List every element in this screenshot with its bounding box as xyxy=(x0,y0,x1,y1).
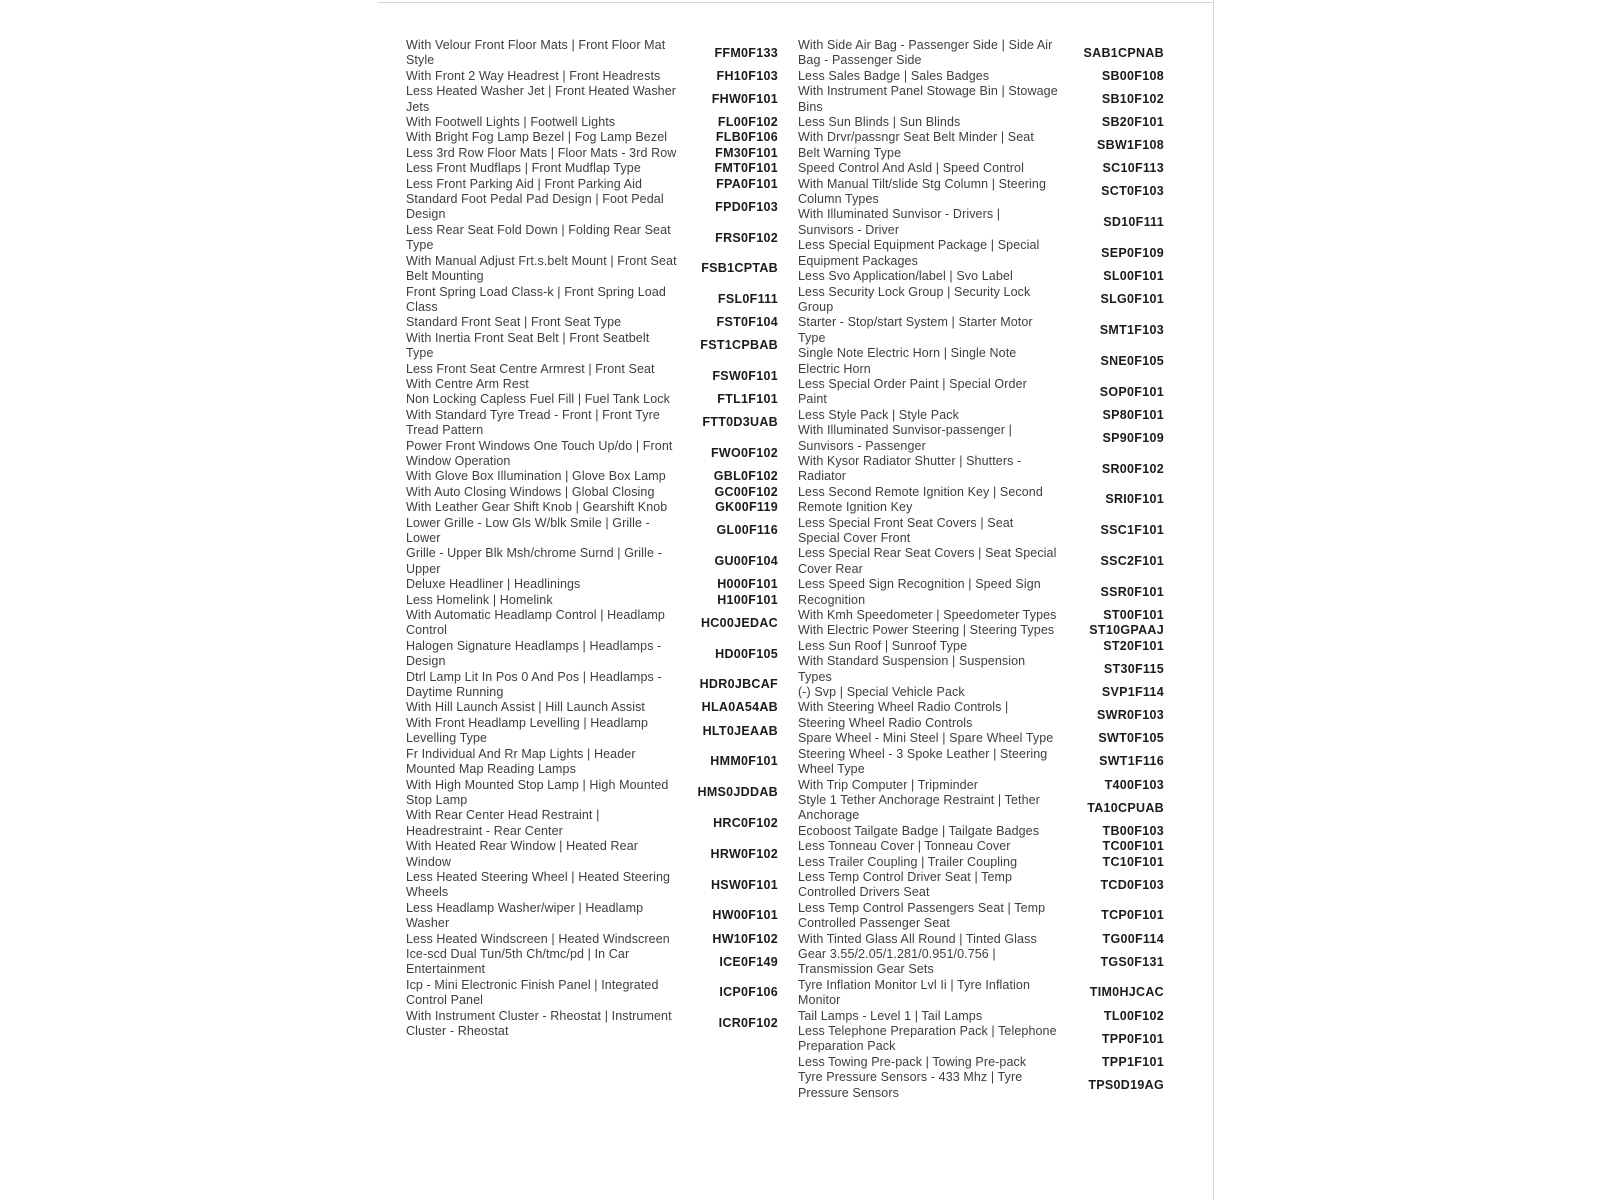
feature-code: FWO0F102 xyxy=(711,446,778,461)
feature-description: Grille - Upper Blk Msh/chrome Surnd | Grille - Upper xyxy=(406,546,662,576)
feature-description: Less Heated Washer Jet | Front Heated Washer Jets xyxy=(406,84,677,114)
feature-row xyxy=(406,315,778,330)
feature-row xyxy=(406,670,778,701)
feature-row xyxy=(406,254,778,285)
feature-code: TC10F101 xyxy=(1102,854,1164,869)
feature-description: Less Headlamp Washer/wiper | Headlamp Washer xyxy=(406,900,644,931)
feature-code: HLT0JEAAB xyxy=(702,723,778,738)
feature-description: With Illuminated Sunvisor - Drivers | Sunvisors - Driver xyxy=(798,207,1001,237)
feature-description: With Automatic Headlamp Control | Headlamp Control xyxy=(406,608,665,638)
feature-description: With Drvr/passngr Seat Belt Minder | Seat Belt Warning Type xyxy=(798,130,1034,160)
feature-description: With Manual Tilt/slide Stg Column | Steering Column Types xyxy=(798,176,1047,207)
feature-row xyxy=(406,978,778,1009)
feature-description: Dtrl Lamp Lit In Pos 0 And Pos | Headlamps - Daytime Running xyxy=(406,669,662,700)
feature-code: TPP0F101 xyxy=(1101,1031,1164,1046)
feature-description: Less Speed Sign Recognition | Speed Sign Recognition xyxy=(798,577,1041,607)
feature-description: Icp - Mini Electronic Finish Panel | Integrated Control Panel xyxy=(406,977,659,1008)
feature-description: Ecoboost Tailgate Badge | Tailgate Badges xyxy=(798,823,1040,838)
feature-row xyxy=(798,824,1164,839)
feature-description: With Tinted Glass All Round | Tinted Glass xyxy=(798,931,1037,946)
feature-row xyxy=(798,947,1164,978)
feature-description: Less Heated Steering Wheel | Heated Steering Wheels xyxy=(406,869,671,900)
feature-row xyxy=(798,639,1164,654)
feature-description: Tyre Inflation Monitor Lvl Ii | Tyre Inflation Monitor xyxy=(798,977,1031,1008)
feature-code: FST1CPBAB xyxy=(700,338,778,353)
feature-row xyxy=(406,161,778,176)
feature-code: SB20F101 xyxy=(1101,115,1164,130)
feature-code: ICP0F106 xyxy=(719,985,778,1000)
feature-code: HMM0F101 xyxy=(710,754,778,769)
feature-description: Less Sun Roof | Sunroof Type xyxy=(798,638,968,653)
feature-code: FSW0F101 xyxy=(712,369,778,384)
feature-row xyxy=(406,932,778,947)
feature-row xyxy=(798,69,1164,84)
feature-description: With Velour Front Floor Mats | Front Floor Mat Style xyxy=(406,38,666,68)
feature-row xyxy=(798,855,1164,870)
feature-code: SSR0F101 xyxy=(1100,584,1164,599)
feature-code: ST10GPAAJ xyxy=(1089,623,1164,638)
feature-row xyxy=(798,454,1164,485)
feature-description: With Heated Rear Window | Heated Rear Window xyxy=(406,839,639,869)
feature-row xyxy=(406,700,778,715)
feature-code: ST20F101 xyxy=(1103,638,1164,653)
page-top-rule xyxy=(378,2,1214,3)
feature-row xyxy=(406,747,778,778)
feature-code: FPD0F103 xyxy=(715,199,778,214)
feature-row xyxy=(406,223,778,254)
feature-row xyxy=(798,839,1164,854)
feature-description: Fr Individual And Rr Map Lights | Header Mounted Map Reading Lamps xyxy=(406,746,636,777)
feature-description: With Front Headlamp Levelling | Headlamp Levelling Type xyxy=(406,715,649,746)
feature-row xyxy=(406,901,778,932)
feature-code: ST30F115 xyxy=(1103,661,1164,676)
feature-description: Spare Wheel - Mini Steel | Spare Wheel Type xyxy=(798,731,1054,746)
feature-description: With Standard Tyre Tread - Front | Front Tyre Tread Pattern xyxy=(406,407,660,438)
feature-description: Single Note Electric Horn | Single Note Electric Horn xyxy=(798,346,1017,376)
feature-row xyxy=(406,516,778,547)
feature-row xyxy=(406,778,778,809)
feature-row xyxy=(798,1055,1164,1070)
feature-code: TGS0F131 xyxy=(1100,954,1164,969)
feature-description: Less Rear Seat Fold Down | Folding Rear Seat Type xyxy=(406,222,671,253)
feature-row xyxy=(406,362,778,393)
feature-row xyxy=(406,577,778,592)
feature-row xyxy=(798,207,1164,238)
feature-description: Less Front Seat Centre Armrest | Front Seat With Centre Arm Rest xyxy=(406,361,655,391)
feature-row xyxy=(798,546,1164,577)
feature-row xyxy=(798,901,1164,932)
feature-row xyxy=(406,500,778,515)
feature-row xyxy=(406,947,778,978)
feature-description: Non Locking Capless Fuel Fill | Fuel Tank Lock xyxy=(406,392,670,407)
feature-row xyxy=(798,115,1164,130)
feature-code: FTL1F101 xyxy=(717,392,778,407)
feature-row xyxy=(406,130,778,145)
feature-description: Less Second Remote Ignition Key | Second Remote Ignition Key xyxy=(798,484,1043,515)
feature-code: FST0F104 xyxy=(716,315,778,330)
feature-code: SVP1F114 xyxy=(1101,685,1164,700)
feature-row xyxy=(798,177,1164,208)
feature-code: HW00F101 xyxy=(712,908,778,923)
feature-code: HLA0A54AB xyxy=(701,700,778,715)
feature-row xyxy=(406,716,778,747)
feature-description: Less 3rd Row Floor Mats | Floor Mats - 3rd Row xyxy=(406,145,677,160)
feature-description: Steering Wheel - 3 Spoke Leather | Steering Wheel Type xyxy=(798,746,1048,777)
feature-code: FSB1CPTAB xyxy=(701,261,778,276)
feature-code: FRS0F102 xyxy=(715,230,778,245)
feature-row xyxy=(798,315,1164,346)
feature-code: ST00F101 xyxy=(1103,608,1164,623)
feature-description: With Front 2 Way Headrest | Front Headrests xyxy=(406,68,661,83)
feature-code: H100F101 xyxy=(717,592,778,607)
feature-row xyxy=(406,593,778,608)
feature-code: HW10F102 xyxy=(712,931,778,946)
feature-code: SWR0F103 xyxy=(1096,708,1164,723)
feature-code: T400F103 xyxy=(1104,777,1164,792)
options-column-left xyxy=(406,38,778,1039)
feature-row xyxy=(406,331,778,362)
feature-row xyxy=(406,639,778,670)
feature-row xyxy=(798,346,1164,377)
feature-row xyxy=(798,608,1164,623)
feature-code: FLB0F106 xyxy=(715,130,778,145)
feature-description: Style 1 Tether Anchorage Restraint | Tether Anchorage xyxy=(798,792,1040,823)
feature-row xyxy=(798,130,1164,161)
feature-code: SOP0F101 xyxy=(1099,384,1164,399)
feature-description: With Instrument Panel Stowage Bin | Stowage Bins xyxy=(798,84,1058,114)
feature-code: GL00F116 xyxy=(716,523,778,538)
feature-code: HRW0F102 xyxy=(710,846,778,861)
feature-code: SP80F101 xyxy=(1102,407,1164,422)
feature-description: Gear 3.55/2.05/1.281/0.951/0.756 | Transmission Gear Sets xyxy=(798,946,996,977)
feature-row xyxy=(798,1009,1164,1024)
feature-description: Less Temp Control Driver Seat | Temp Controlled Drivers Seat xyxy=(798,869,1013,900)
feature-description: Less Telephone Preparation Pack | Telephone Preparation Pack xyxy=(798,1024,1057,1054)
feature-code: SAB1CPNAB xyxy=(1083,45,1164,60)
feature-code: TPP1F101 xyxy=(1101,1054,1164,1069)
feature-code: SSC1F101 xyxy=(1100,523,1164,538)
feature-description: Less Temp Control Passengers Seat | Temp Controlled Passenger Seat xyxy=(798,900,1046,931)
feature-code: SEP0F109 xyxy=(1101,245,1164,260)
feature-row xyxy=(406,285,778,316)
feature-description: Speed Control And Asld | Speed Control xyxy=(798,161,1024,176)
feature-row xyxy=(798,700,1164,731)
feature-code: SD10F111 xyxy=(1103,215,1164,230)
feature-code: SSC2F101 xyxy=(1100,554,1164,569)
options-column-right xyxy=(798,38,1164,1101)
feature-row xyxy=(798,269,1164,284)
feature-row xyxy=(798,423,1164,454)
feature-description: Less Special Rear Seat Covers | Seat Special Cover Rear xyxy=(798,546,1057,576)
feature-description: Less Front Mudflaps | Front Mudflap Type xyxy=(406,161,641,176)
feature-row xyxy=(406,192,778,223)
feature-row xyxy=(406,546,778,577)
feature-row xyxy=(798,516,1164,547)
feature-description: Less Homelink | Homelink xyxy=(406,592,553,607)
feature-row xyxy=(798,1070,1164,1101)
feature-code: GC00F102 xyxy=(714,484,778,499)
feature-row xyxy=(406,146,778,161)
feature-description: Less Front Parking Aid | Front Parking Aid xyxy=(406,176,643,191)
feature-description: With Bright Fog Lamp Bezel | Fog Lamp Bezel xyxy=(406,130,668,145)
feature-code: SCT0F103 xyxy=(1101,184,1164,199)
feature-row xyxy=(798,731,1164,746)
feature-code: HMS0JDDAB xyxy=(697,785,778,800)
feature-code: SLG0F101 xyxy=(1100,292,1164,307)
feature-row xyxy=(798,932,1164,947)
feature-code: TB00F103 xyxy=(1102,823,1164,838)
feature-code: SB10F102 xyxy=(1101,91,1164,106)
feature-row xyxy=(798,685,1164,700)
feature-description: With Kysor Radiator Shutter | Shutters - Radiator xyxy=(798,453,1022,484)
feature-description: With Trip Computer | Tripminder xyxy=(798,777,979,792)
feature-code: SBW1F108 xyxy=(1096,138,1164,153)
feature-row xyxy=(798,408,1164,423)
feature-code: SMT1F103 xyxy=(1099,323,1164,338)
feature-description: With Steering Wheel Radio Controls | Steering Wheel Radio Controls xyxy=(798,700,1009,730)
feature-description: With Auto Closing Windows | Global Closing xyxy=(406,484,655,499)
feature-description: Ice-scd Dual Tun/5th Ch/tmc/pd | In Car Entertainment xyxy=(406,946,630,977)
feature-description: Standard Front Seat | Front Seat Type xyxy=(406,315,622,330)
feature-description: With Standard Suspension | Suspension Types xyxy=(798,654,1026,684)
feature-description: Deluxe Headliner | Headlinings xyxy=(406,577,581,592)
feature-code: SB00F108 xyxy=(1101,68,1164,83)
feature-row xyxy=(798,377,1164,408)
feature-description: Tail Lamps - Level 1 | Tail Lamps xyxy=(798,1008,983,1023)
feature-row xyxy=(406,177,778,192)
feature-row xyxy=(406,870,778,901)
feature-row xyxy=(798,38,1164,69)
feature-description: Less Tonneau Cover | Tonneau Cover xyxy=(798,839,1011,854)
feature-description: With Kmh Speedometer | Speedometer Types xyxy=(798,608,1057,623)
feature-row xyxy=(406,38,778,69)
feature-code: FSL0F111 xyxy=(717,292,778,307)
feature-code: HDR0JBCAF xyxy=(699,677,778,692)
feature-description: With Side Air Bag - Passenger Side | Side Air Bag - Passenger Side xyxy=(798,38,1053,68)
feature-code: SP90F109 xyxy=(1102,430,1164,445)
feature-code: FFM0F133 xyxy=(714,45,778,60)
feature-description: With Hill Launch Assist | Hill Launch Assist xyxy=(406,700,645,715)
feature-code: GK00F119 xyxy=(715,500,778,515)
feature-description: Less Special Order Paint | Special Order Paint xyxy=(798,376,1027,407)
feature-row xyxy=(798,978,1164,1009)
feature-description: Less Style Pack | Style Pack xyxy=(798,407,959,422)
feature-description: With Instrument Cluster - Rheostat | Instrument Cluster - Rheostat xyxy=(406,1008,672,1038)
feature-description: With Inertia Front Seat Belt | Front Seatbelt Type xyxy=(406,330,650,361)
feature-code: FHW0F101 xyxy=(711,91,778,106)
feature-row xyxy=(406,84,778,115)
feature-description: Lower Grille - Low Gls W/blk Smile | Grille - Lower xyxy=(406,515,650,545)
feature-row xyxy=(798,778,1164,793)
feature-code: ICR0F102 xyxy=(718,1016,778,1031)
feature-description: Halogen Signature Headlamps | Headlamps - Design xyxy=(406,638,662,669)
feature-code: FMT0F101 xyxy=(714,161,778,176)
feature-code: TCD0F103 xyxy=(1100,877,1164,892)
feature-description: Less Heated Windscreen | Heated Windscreen xyxy=(406,931,670,946)
feature-description: With High Mounted Stop Lamp | High Mounted Stop Lamp xyxy=(406,777,669,807)
feature-row xyxy=(798,84,1164,115)
feature-code: HRC0F102 xyxy=(713,816,778,831)
feature-description: With Footwell Lights | Footwell Lights xyxy=(406,115,616,130)
feature-description: Less Security Lock Group | Security Lock Group xyxy=(798,284,1031,314)
feature-row xyxy=(406,115,778,130)
feature-code: H000F101 xyxy=(717,577,778,592)
feature-description: With Rear Center Head Restraint | Headrestraint - Rear Center xyxy=(406,808,600,838)
feature-description: Tyre Pressure Sensors - 433 Mhz | Tyre Pressure Sensors xyxy=(798,1070,1023,1100)
feature-description: With Leather Gear Shift Knob | Gearshift Knob xyxy=(406,500,668,515)
feature-description: With Manual Adjust Frt.s.belt Mount | Front Seat Belt Mounting xyxy=(406,253,677,284)
feature-row xyxy=(406,439,778,470)
feature-row xyxy=(406,1009,778,1040)
feature-code: GBL0F102 xyxy=(713,469,778,484)
feature-code: TA10CPUAB xyxy=(1087,800,1164,815)
feature-row xyxy=(406,839,778,870)
feature-code: SL00F101 xyxy=(1103,269,1164,284)
feature-description: With Illuminated Sunvisor-passenger | Sunvisors - Passenger xyxy=(798,423,1012,453)
feature-code: SWT0F105 xyxy=(1098,731,1164,746)
feature-code: TC00F101 xyxy=(1102,839,1164,854)
feature-code: SC10F113 xyxy=(1102,161,1164,176)
feature-code: SWT1F116 xyxy=(1099,754,1164,769)
feature-code: FM30F101 xyxy=(715,145,778,160)
feature-row xyxy=(798,793,1164,824)
feature-code: SNE0F105 xyxy=(1100,353,1164,368)
feature-code: HSW0F101 xyxy=(710,877,778,892)
feature-row xyxy=(798,747,1164,778)
feature-description: (-) Svp | Special Vehicle Pack xyxy=(798,685,965,700)
feature-description: Less Towing Pre-pack | Towing Pre-pack xyxy=(798,1054,1027,1069)
feature-code: SRI0F101 xyxy=(1105,492,1164,507)
feature-row xyxy=(406,392,778,407)
feature-code: TL00F102 xyxy=(1103,1008,1164,1023)
feature-code: ICE0F149 xyxy=(719,954,778,969)
feature-code: FH10F103 xyxy=(716,68,778,83)
feature-description: Standard Foot Pedal Pad Design | Foot Pedal Design xyxy=(406,192,664,222)
feature-description: Front Spring Load Class-k | Front Spring Load Class xyxy=(406,284,666,314)
feature-code: HC00JEDAC xyxy=(700,615,778,630)
feature-code: TIM0HJCAC xyxy=(1089,985,1164,1000)
feature-description: Starter - Stop/start System | Starter Motor Type xyxy=(798,315,1033,345)
feature-code: HD00F105 xyxy=(715,646,778,661)
feature-row xyxy=(406,808,778,839)
feature-description: Less Svo Application/label | Svo Label xyxy=(798,269,1013,284)
feature-row xyxy=(406,469,778,484)
feature-row xyxy=(798,161,1164,176)
feature-description: Less Sales Badge | Sales Badges xyxy=(798,68,990,83)
feature-row xyxy=(798,238,1164,269)
feature-description: Less Special Front Seat Covers | Seat Special Cover Front xyxy=(798,515,1014,545)
feature-row xyxy=(798,623,1164,638)
feature-row xyxy=(406,485,778,500)
feature-row xyxy=(798,577,1164,608)
feature-description: With Electric Power Steering | Steering Types xyxy=(798,623,1055,638)
feature-code: FL00F102 xyxy=(717,115,778,130)
feature-code: FPA0F101 xyxy=(716,176,778,191)
feature-row xyxy=(406,69,778,84)
feature-description: Less Trailer Coupling | Trailer Coupling xyxy=(798,854,1018,869)
feature-code: TG00F114 xyxy=(1102,931,1164,946)
feature-code: FTT0D3UAB xyxy=(702,415,778,430)
feature-row xyxy=(798,485,1164,516)
feature-code: TPS0D19AG xyxy=(1088,1077,1164,1092)
feature-code: SR00F102 xyxy=(1101,461,1164,476)
feature-description: Power Front Windows One Touch Up/do | Front Window Operation xyxy=(406,438,673,468)
feature-row xyxy=(406,608,778,639)
feature-code: GU00F104 xyxy=(714,554,778,569)
feature-row xyxy=(798,654,1164,685)
feature-description: Less Sun Blinds | Sun Blinds xyxy=(798,115,961,130)
feature-description: With Glove Box Illumination | Glove Box Lamp xyxy=(406,469,666,484)
feature-row xyxy=(798,285,1164,316)
feature-row xyxy=(406,408,778,439)
feature-row xyxy=(798,1024,1164,1055)
feature-description: Less Special Equipment Package | Special Equipment Packages xyxy=(798,238,1040,268)
feature-row xyxy=(798,870,1164,901)
feature-code: TCP0F101 xyxy=(1101,908,1164,923)
